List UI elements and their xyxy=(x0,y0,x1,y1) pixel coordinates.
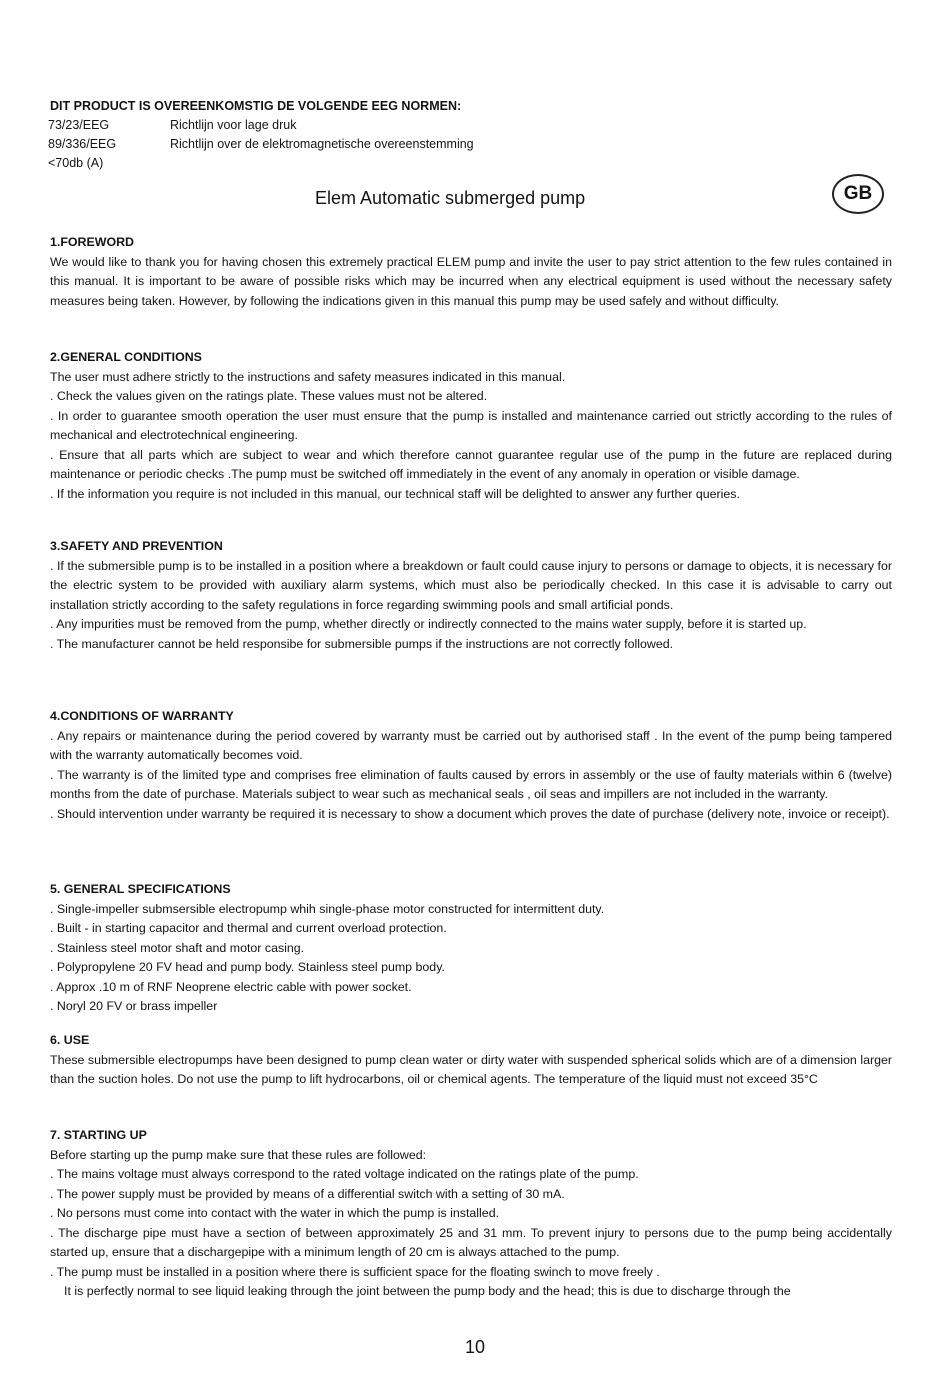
paragraph: It is perfectly normal to see liquid leaking through the joint between the pump body and the head; this is due to discharge through the xyxy=(64,1284,791,1298)
list-item: . Noryl 20 FV or brass impeller xyxy=(50,999,218,1013)
section-heading: 5. GENERAL SPECIFICATIONS xyxy=(50,882,231,896)
section-starting-up xyxy=(50,1126,892,1302)
section-heading: 4.CONDITIONS OF WARRANTY xyxy=(50,709,234,723)
section-heading: 6. USE xyxy=(50,1033,90,1047)
paragraph: . Any repairs or maintenance during the period covered by warranty must be carried out by authorised staff . In the event of the pump being tampered with the warranty automatically becomes void. xyxy=(50,728,892,762)
norm-text: Richtlijn over de elektromagnetische overeenstemming xyxy=(170,137,474,151)
section-use xyxy=(50,1031,892,1090)
paragraph: . The warranty is of the limited type and comprises free elimination of faults caused by errors in assembly or the use of faulty materials within 6 (twelve) months from the date of purchase. Materials subject to wear such as mechanical seals , oil seas and impillers are not included in the warranty. xyxy=(50,767,892,801)
section-heading: 2.GENERAL CONDITIONS xyxy=(50,350,202,364)
page-title: Elem Automatic submerged pump xyxy=(315,188,586,208)
list-item: . Approx .10 m of RNF Neoprene electric cable with power socket. xyxy=(50,979,412,994)
section-warranty xyxy=(50,707,892,824)
paragraph: . If the information you require is not included in this manual, our technical staff will be delighted to answer any further queries. xyxy=(50,486,740,501)
norm-row xyxy=(48,137,474,151)
paragraph: . The manufacturer cannot be held responsibe for submersible pumps if the instructions are not correctly followed. xyxy=(50,636,674,651)
list-item: . No persons must come into contact with the water in which the pump is installed. xyxy=(50,1206,500,1220)
section-heading: 3.SAFETY AND PREVENTION xyxy=(50,539,223,553)
norm-code: 89/336/EEG xyxy=(48,137,117,151)
norm-code: 73/23/EEG xyxy=(48,118,110,132)
noise-level: <70db (A) xyxy=(48,156,104,170)
list-item: . Stainless steel motor shaft and motor casing. xyxy=(50,940,305,955)
paragraph: We would like to thank you for having chosen this extremely practical ELEM pump and invite the user to pay strict attention to the few rules contained in this manual. It is important to be aware of possible risks which may be incurred when any electrical equipment is used without the necessary safety measures being taken. However, by following the indications given in this manual this pump may be used safely and without difficulty. xyxy=(50,254,892,308)
list-item: . The pump must be installed in a position where there is sufficient space for the floating swinch to move freely . xyxy=(50,1264,660,1279)
paragraph: These submersible electropumps have been designed to pump clean water or dirty water with suspended spherical solids which are of a dimension larger than the suction holes. Do not use the pump to lift hydrocarbons, oil or chemical agents. The temperature of the liquid must not exceed 35°C xyxy=(50,1052,892,1086)
list-item: . Single-impeller submsersible electropump whih single-phase motor constructed for intermittent duty. xyxy=(50,901,605,916)
paragraph: The user must adhere strictly to the instructions and safety measures indicated in this manual. xyxy=(50,369,566,384)
section-heading: 7. STARTING UP xyxy=(50,1128,147,1142)
section-specifications xyxy=(50,880,892,1017)
paragraph: Before starting up the pump make sure that these rules are followed: xyxy=(50,1147,427,1162)
section-general-conditions xyxy=(50,348,892,504)
list-item: . The power supply must be provided by means of a differential switch with a setting of 30 mA. xyxy=(50,1186,565,1201)
paragraph: . Any impurities must be removed from the pump, whether directly or indirectly connected to the mains water supply, before it is started up. xyxy=(50,617,807,631)
norms-title: DIT PRODUCT IS OVEREENKOMSTIG DE VOLGENDE EEG NORMEN: xyxy=(50,99,462,113)
section-safety xyxy=(50,537,892,654)
norm-row xyxy=(48,118,296,132)
norm-text: Richtlijn voor lage druk xyxy=(170,118,297,132)
paragraph: . Check the values given on the ratings plate. These values must not be altered. xyxy=(50,389,488,403)
list-item: . The mains voltage must always correspond to the rated voltage indicated on the ratings plate of the pump. xyxy=(50,1167,639,1181)
page-number: 10 xyxy=(465,1337,486,1357)
paragraph: . If the submersible pump is to be installed in a position where a breakdown or fault could cause injury to persons or damage to objects, it is necessary for the electric system to be provided with auxiliary alarm systems, which must also be periodically checked. In this case it is advisable to carry out installation strictly according to the safety regulations in force regarding swimming pools and small artificial ponds. xyxy=(50,558,892,612)
paragraph: . In order to guarantee smooth operation the user must ensure that the pump is installed and maintenance carried out strictly according to the rules of mechanical and electrotechnical engineering. xyxy=(50,408,892,442)
paragraph: . Should intervention under warranty be required it is necessary to show a document which proves the date of purchase (delivery note, invoice or receipt). xyxy=(50,806,890,821)
list-item: . The discharge pipe must have a section of between approximately 25 and 31 mm. To prevent injury to persons due to the pump being accidentally started up, ensure that a dischargepipe with a minimum length of 20 cm is always attached to the pump. xyxy=(50,1225,892,1259)
language-badge: GB xyxy=(832,174,884,214)
section-heading: 1.FOREWORD xyxy=(50,235,134,249)
section-foreword xyxy=(50,233,892,311)
list-item: . Built - in starting capacitor and thermal and current overload protection. xyxy=(50,921,447,935)
list-item: . Polypropylene 20 FV head and pump body. Stainless steel pump body. xyxy=(50,960,445,974)
paragraph: . Ensure that all parts which are subject to wear and which therefore cannot guarantee regular use of the pump in the future are replaced during maintenance or periodic checks .The pump must be switched off immediately in the event of any anomaly in operation or visible damage. xyxy=(50,447,892,481)
